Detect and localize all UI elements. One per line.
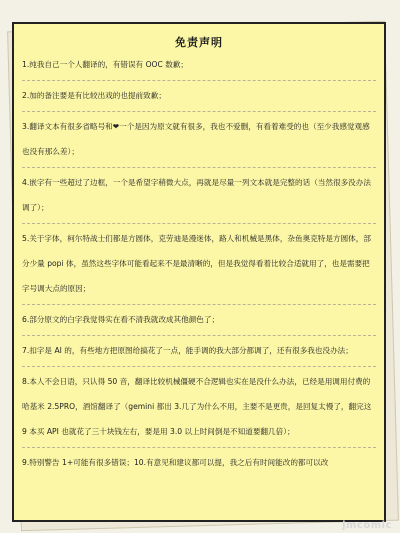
list-item: 1.纯我自己一个人翻译的，有错误有 OOC 数歉；	[22, 60, 189, 69]
disclaimer-list	[22, 52, 376, 475]
list-item: 6.部分原文的白字我觉得实在看不清我就改成其他颜色了；	[22, 315, 220, 324]
divider	[22, 80, 376, 81]
watermark: jmcomic	[342, 520, 392, 531]
divider	[22, 167, 376, 168]
list-item: 9.特别警告 1+可能有很多错误；10.有意见和建议都可以提，我之后有时间能改的都可以改	[22, 458, 329, 467]
list-item: 7.扣字是 AI 的，有些地方把原图给搞花了一点，能手调的我大部分都调了，还有很多我也没办法；	[22, 346, 353, 355]
list-item: 3.翻译文本有很多省略号和❤一个是因为原文就有很多，我也不爱删，有看着难受的也（至少我感觉观感也没有那么差）；	[22, 122, 370, 156]
divider	[22, 366, 376, 367]
list-item: 4.嵌字有一些超过了边框，一个是希望字稍微大点，再就是尽量一列文本就是完整的话（当然很多没办法调了）；	[22, 178, 371, 212]
divider	[22, 447, 376, 448]
divider	[22, 304, 376, 305]
divider	[22, 335, 376, 336]
list-item: 2.加的备注要是有比较出戏的也提前致歉；	[22, 91, 166, 100]
divider	[22, 223, 376, 224]
disclaimer-card	[12, 22, 386, 522]
list-item: 5.关于字体，柯尔特战士们都是方圆体，克劳迪是漫迷体，路人和机械是黑体，杂鱼奥克特是方圆体，部分少量 popi 体，虽然这些字体可能看起来不是最清晰的，但是我觉得看着比较合适就用了，也是需要把字号调大点的原因；	[22, 234, 371, 293]
page-title: 免责声明	[175, 36, 223, 49]
list-item: 8.本人不会日语，只认得 50 音，翻译比较机械僵硬不合逻辑也实在是没什么办法，已经是用调用付费的哈基米 2.5PRO，酒馆翻译了（gemini 都出 3.几了为什么不用，主要不是更贵，是回复太慢了，翻完这 9 本买 API 也就花了三十块钱左右，要是用 3.0 以上时间倒是不知道要翻几倍）；	[22, 377, 372, 436]
divider	[22, 111, 376, 112]
